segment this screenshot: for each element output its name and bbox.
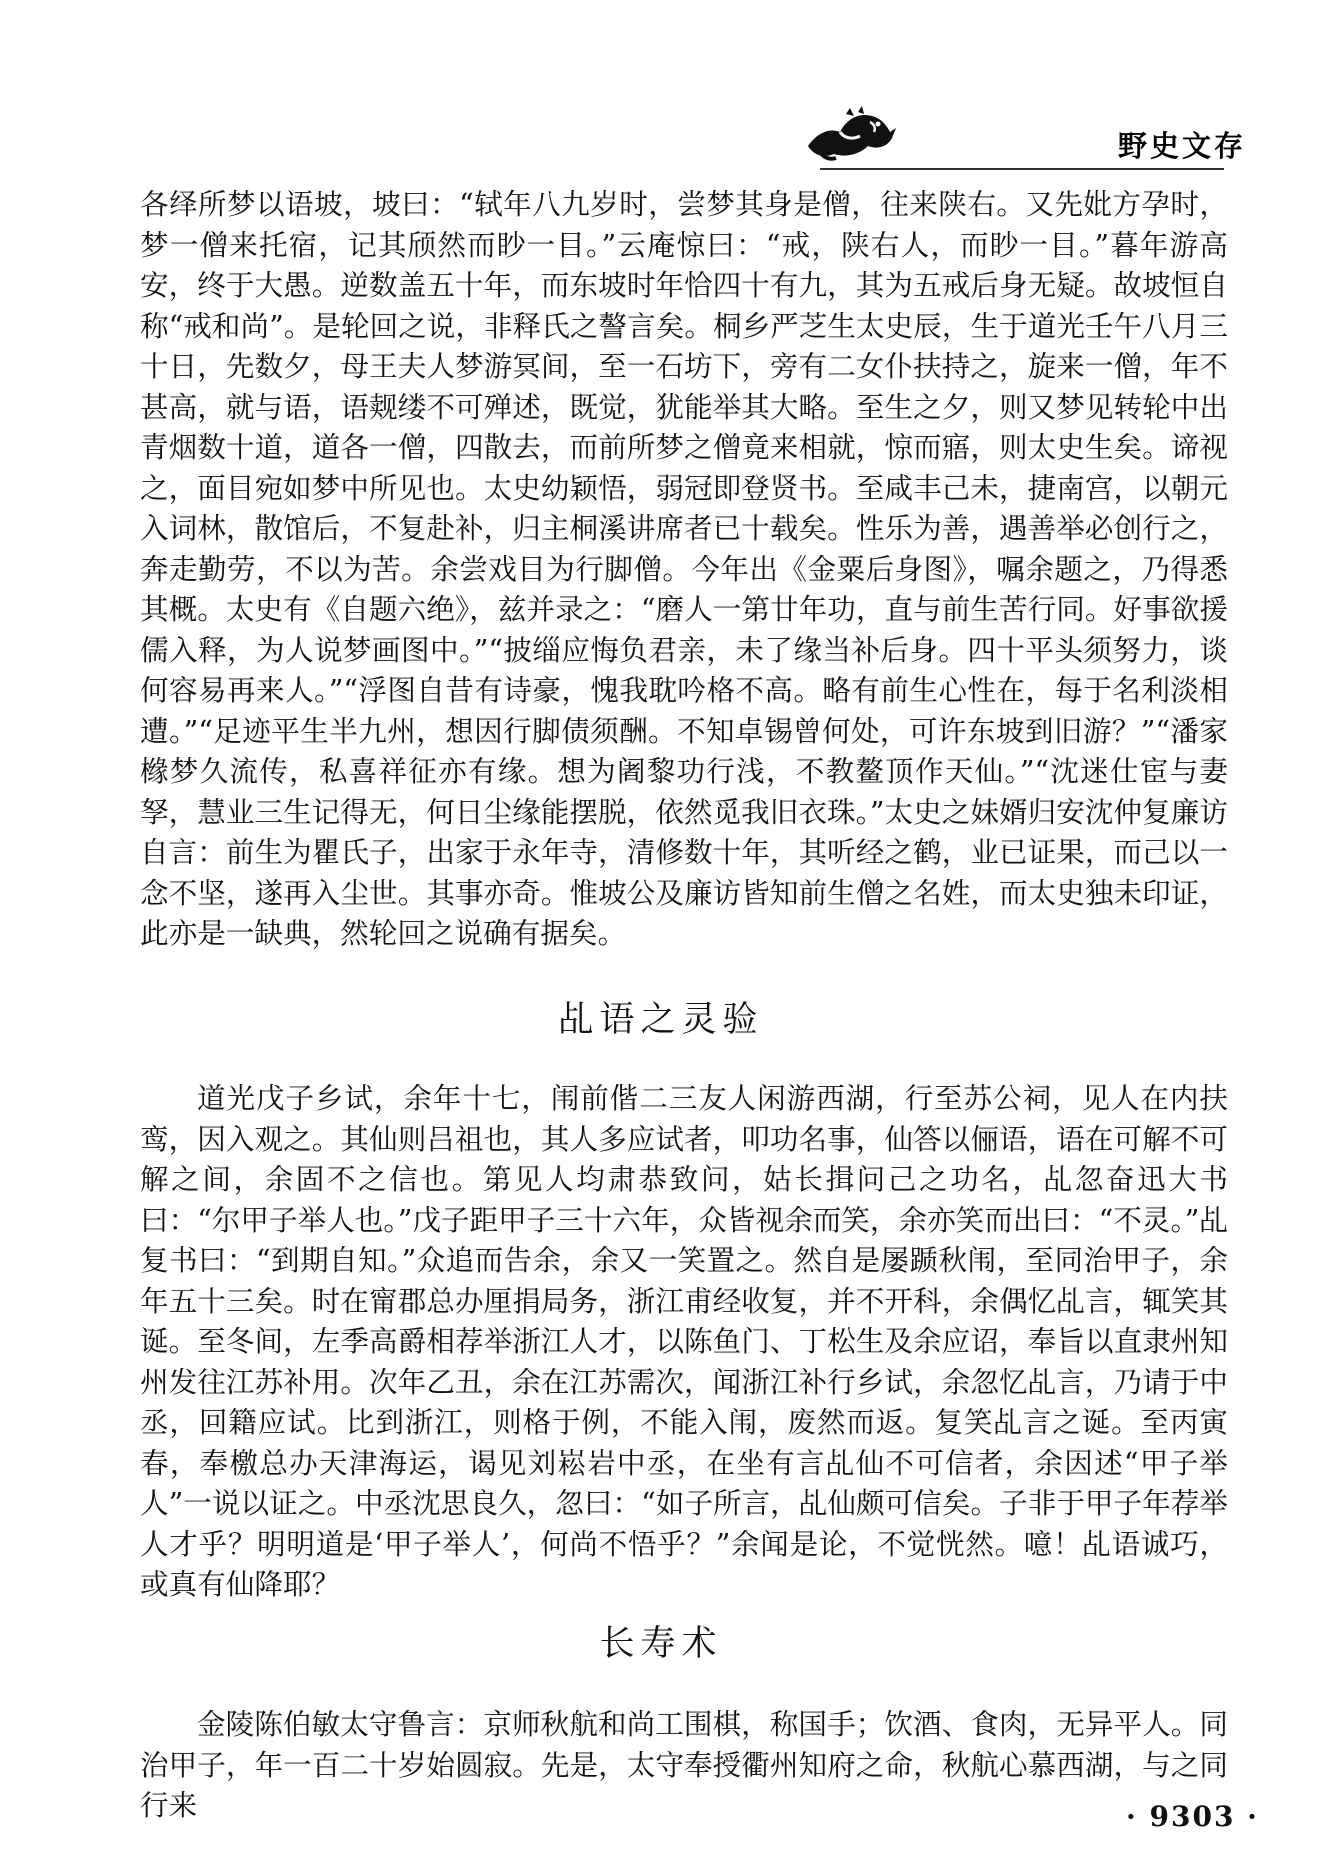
- header-rule: [820, 168, 1224, 170]
- section-2-paragraph: 道光戊子乡试，余年十七，闱前偕二三友人闲游西湖，行至苏公祠，见人在内扶鸾，因入观之。其仙则吕祖也，其人多应试者，叩功名事，仙答以俪语，语在可解不可解之间，余固不之信也。第见人均肃恭致问，姑长揖问己之功名，乩忽奋迅大书曰：“尔甲子举人也。”戊子距甲子三十六年，众皆视余而笑，余亦笑而出曰：“不灵。”乩复书曰：“到期自知。”众追而告余，余又一笑置之。然自是屡踬秋闱，至同治甲子，余年五十三矣。时在甯郡总办厘捐局务，浙江甫经收复，并不开科，余偶忆乩言，辄笑其诞。至冬间，左季高爵相荐举浙江人才，以陈鱼门、丁松生及余应诏，奉旨以直隶州知州发往江苏补用。次年乙丑，余在江苏需次，闻浙江补行乡试，余忽忆乩言，乃请于中丞，回籍应试。比到浙江，则格于例，不能入闱，废然而返。复笑乩言之诞。至丙寅春，奉檄总办天津海运，谒见刘崧岩中丞，在坐有言乩仙不可信者，余因述“甲子举人”一说以证之。中丞沈思良久，忽曰：“如子所言，乩仙颇可信矣。子非于甲子年荐举人才乎？明明道是‘甲子举人’，何尚不悟乎？”余闻是论，不觉恍然。噫！乩语诚巧，或真有仙降耶？: [140, 1081, 1228, 1601]
- section-2: [140, 1078, 1228, 1605]
- section-3: [140, 1704, 1228, 1826]
- section-1-paragraph: 各绎所梦以语坡，坡曰：“轼年八九岁时，尝梦其身是僧，往来陕右。又先妣方孕时，梦一僧来托宿，记其颀然而眇一目。”云庵惊曰：“戒，陕右人，而眇一目。”暮年游高安，终于大愚。逆数盖五十年，而东坡时年恰四十有九，其为五戒后身无疑。故坡恒自称“戒和尚”。是轮回之说，非释氏之謷言矣。桐乡严芝生太史辰，生于道光壬午八月三十日，先数夕，母王夫人梦游冥间，至一石坊下，旁有二女仆扶持之，旋来一僧，年不甚高，就与语，语觌缕不可殚述，既觉，犹能举其大略。至生之夕，则又梦见转轮中出青烟数十道，道各一僧，四散去，而前所梦之僧竟来相就，惊而寤，则太史生矣。谛视之，面目宛如梦中所见也。太史幼颖悟，弱冠即登贤书。至咸丰己未，捷南宫，以朝元入词林，散馆后，不复赴补，归主桐溪讲席者已十载矣。性乐为善，遇善举必创行之，奔走勤劳，不以为苦。余尝戏目为行脚僧。今年出《金粟后身图》，嘱余题之，乃得悉其概。太史有《自题六绝》，兹并录之：“磨人一第廿年功，直与前生苦行同。好事欲援儒入释，为人说梦画图中。”“披缁应悔负君亲，未了缘当补后身。四十平头须努力，谈何容易再来人。”“浮图自昔有诗豪，愧我耽吟格不高。略有前生心性在，每于名利淡相遭。”“足迹平生半九州，想因行脚债须酬。不知卓锡曾何处，可许东坡到旧游？”“潘家橼梦久流传，私喜祥征亦有缘。想为阇黎功行浅，不教鳌顶作天仙。”“沈迷仕宦与妻孥，慧业三生记得无，何日尘缘能摆脱，依然觅我旧衣珠。”太史之妹婿归安沈仲复廉访自言：前生为瞿氏子，出家于永年寺，清修数十年，其听经之鹤，业已证果，而己以一念不坚，遂再入尘世。其事亦奇。惟坡公及廉访皆知前生僧之名姓，而太史独未印证，此亦是一缺典，然轮回之说确有据矣。: [140, 187, 1228, 950]
- section-1: [140, 184, 1228, 954]
- section-2-title: 乩语之灵验: [558, 1000, 764, 1040]
- page-header: [0, 0, 1322, 180]
- dragon-emblem-icon: [800, 102, 900, 164]
- header-title: 野史文存: [1118, 129, 1247, 163]
- section-3-paragraph: 金陵陈伯敏太守鲁言：京师秋航和尚工围棋，称国手；饮酒、食肉，无异平人。同治甲子，年一百二十岁始圆寂。先是，太守奉授衢州知府之命，秋航心慕西湖，与之同行来: [140, 1707, 1228, 1822]
- page-number: · 9303 ·: [1126, 1800, 1259, 1833]
- section-3-title: 长寿术: [599, 1624, 723, 1664]
